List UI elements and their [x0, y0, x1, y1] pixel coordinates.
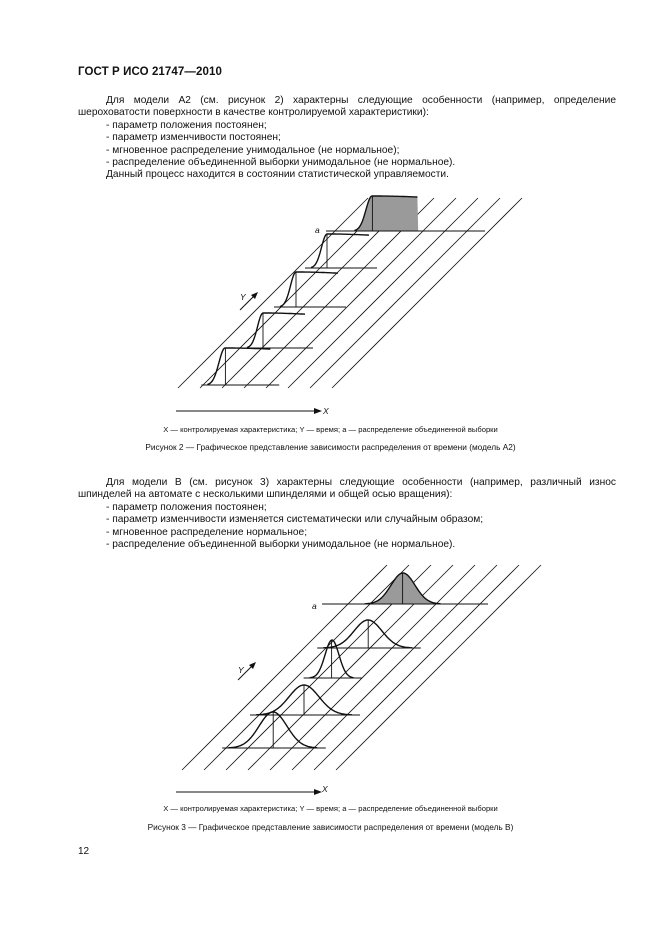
figure-2 [0, 190, 661, 420]
time-line [270, 565, 475, 770]
a2-item: - мгновенное распределение унимодальное (не нормальное); [106, 144, 400, 156]
x-axis-label: X [322, 784, 328, 794]
b-intro: Для модели В (см. рисунок 3) характерны следующие особенности (например, различный износ шпинделей на автомате с несколькими шпинделями и общей осью вращения): [78, 477, 616, 501]
pooled-distribution-fill [354, 196, 418, 231]
page-header: ГОСТ Р ИСО 21747—2010 [78, 66, 223, 78]
section-b [78, 477, 616, 551]
figure-3-caption: Рисунок 3 — Графическое представление зависимости распределения от времени (модель В) [147, 822, 514, 832]
pooled-label: a [312, 601, 317, 611]
time-line [182, 565, 387, 770]
distribution-curve [228, 712, 317, 748]
a2-intro: Для модели A2 (см. рисунок 2) характерны следующие особенности (например, определение шероховатости поверхности в качестве контролируемой характеристики): [78, 95, 616, 119]
a2-conclusion: Данный процесс находится в состоянии статистической управляемости. [106, 169, 449, 181]
a2-item: - распределение объединенной выборки унимодальное (не нормальное). [106, 157, 456, 169]
distribution-curve [207, 348, 270, 385]
figure-2-caption: Рисунок 2 — Графическое представление зависимости распределения от времени (модель А2) [145, 442, 516, 452]
section-a2 [78, 95, 616, 182]
b-item: - мгновенное распределение нормальное; [106, 526, 308, 538]
time-lines [178, 198, 522, 388]
a2-item: - параметр положения постоянен; [106, 119, 267, 131]
time-lines [182, 565, 541, 770]
time-line [336, 565, 541, 770]
time-line [204, 565, 409, 770]
distribution-curve [247, 313, 305, 348]
b-item: - распределение объединенной выборки унимодальное (не нормальное). [106, 539, 456, 551]
page-number: 12 [78, 846, 90, 857]
distribution-curve [323, 620, 412, 648]
y-axis-label: Y [238, 665, 244, 675]
figure-3 [0, 560, 661, 800]
pooled-label: a [315, 225, 320, 235]
x-axis-label: X [323, 406, 329, 416]
x-axis-arrowhead [314, 408, 322, 414]
y-axis-label: Y [240, 292, 246, 302]
figure-3-legend: X — контролируемая характеристика; Y — время; a — распределение объединенной выборки [163, 804, 498, 813]
distribution-curve [311, 234, 369, 268]
a2-item: - параметр изменчивости постоянен; [106, 132, 281, 144]
b-item: - параметр изменчивости изменяется систематически или случайным образом; [106, 514, 484, 526]
distribution-curves [201, 196, 426, 385]
figure-2-legend: X — контролируемая характеристика; Y — время; a — распределение объединенной выборки [163, 425, 498, 434]
b-item: - параметр положения постоянен; [106, 501, 267, 513]
x-axis-arrowhead [314, 789, 322, 795]
